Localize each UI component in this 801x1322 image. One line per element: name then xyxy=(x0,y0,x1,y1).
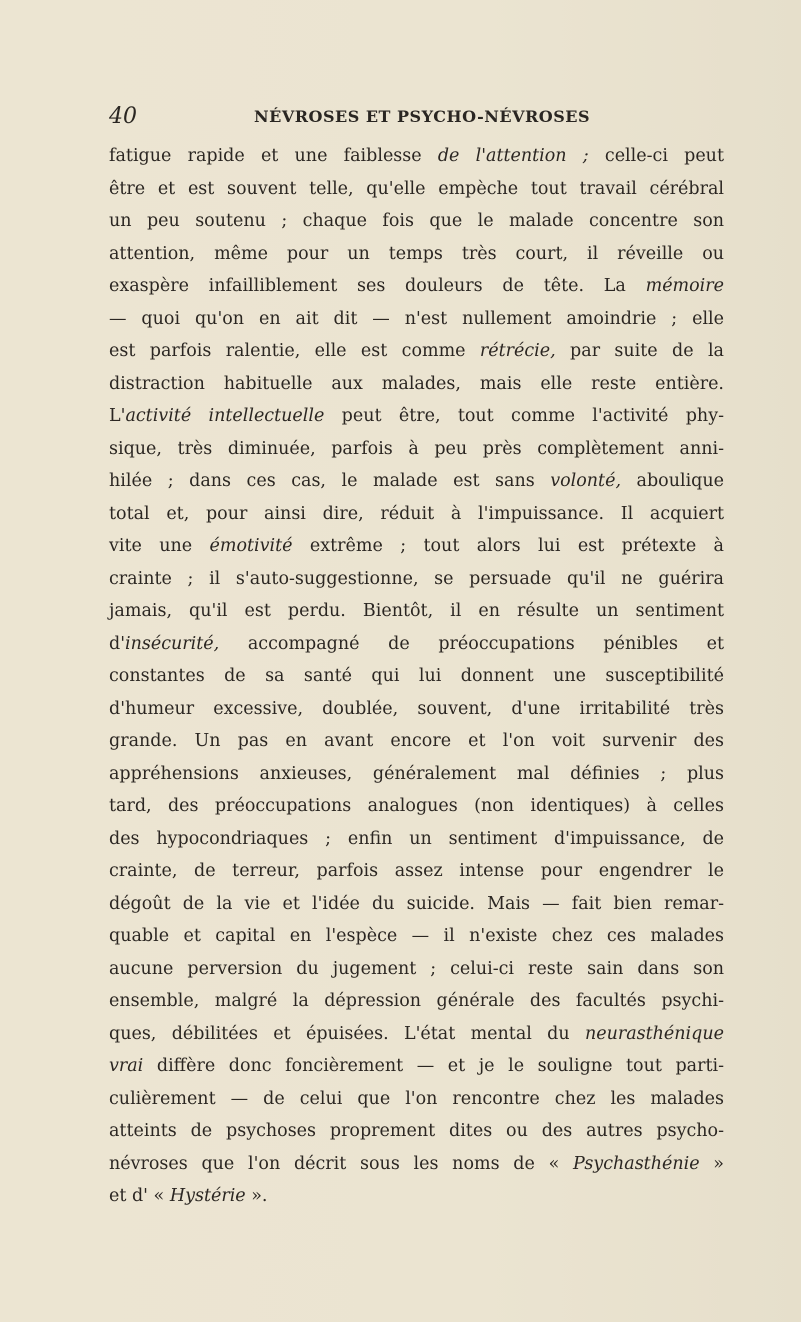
text-segment: aboulique xyxy=(621,471,725,491)
italic-text: mémoire xyxy=(645,276,724,296)
text-segment: ». xyxy=(245,1186,268,1206)
text-line xyxy=(109,758,724,791)
text-segment: quable et capital en l'espèce — il n'existe chez ces malades xyxy=(109,926,724,946)
text-line xyxy=(109,1018,724,1051)
italic-text: rétrécie, xyxy=(479,341,556,361)
text-segment: tard, des préoccupations analogues (non identiques) à celles xyxy=(109,796,724,816)
italic-text: neurasthénique xyxy=(584,1023,724,1044)
text-segment: des hypocondriaques ; enfin un sentiment d'impuissance, de xyxy=(109,828,724,849)
text-segment: par suite de la xyxy=(555,341,724,361)
text-line xyxy=(109,1115,724,1148)
text-segment: ques, débilitées et épuisées. L'état mental du xyxy=(109,1023,585,1044)
text-line xyxy=(109,205,724,238)
text-segment: culièrement — de celui que l'on rencontre chez les malades xyxy=(109,1088,724,1109)
text-segment: distraction habituelle aux malades, mais elle reste entière. xyxy=(109,373,724,394)
text-line xyxy=(109,368,724,401)
text-segment: celle-ci peut xyxy=(588,146,724,166)
text-line xyxy=(109,660,724,693)
text-segment: crainte ; il s'auto-suggestionne, se persuade qu'il ne guérira xyxy=(109,568,724,589)
text-segment: » xyxy=(699,1153,724,1174)
text-segment: attention, même pour un temps très court, il réveille ou xyxy=(109,243,724,264)
text-line xyxy=(109,530,724,563)
text-segment: crainte, de terreur, parfois assez intense pour engendrer le xyxy=(109,861,724,881)
text-line xyxy=(109,563,724,596)
text-segment: exaspère infailliblement ses douleurs de tête. La xyxy=(109,276,646,296)
text-segment: sique, très diminuée, parfois à peu près complètement anni- xyxy=(109,438,724,459)
italic-text: Hystérie xyxy=(169,1186,246,1206)
italic-text: de l'attention ; xyxy=(437,146,589,166)
text-line xyxy=(109,400,724,433)
italic-text: Psychasthénie xyxy=(573,1153,700,1174)
text-segment: constantes de sa santé qui lui donnent une susceptibilité xyxy=(109,666,724,686)
text-line xyxy=(109,790,724,823)
text-line xyxy=(109,335,724,368)
text-segment: être et est souvent telle, qu'elle empèche tout travail cérébral xyxy=(109,178,724,199)
text-segment: d'humeur excessive, doublée, souvent, d'une irritabilité très xyxy=(109,698,724,719)
text-segment: est parfois ralentie, elle est comme xyxy=(109,341,480,361)
text-segment: jamais, qu'il est perdu. Bientôt, il en résulte un sentiment xyxy=(109,601,724,621)
italic-text: émotivité xyxy=(209,536,293,556)
text-segment: fatigue rapide et une faiblesse xyxy=(109,146,438,166)
text-line xyxy=(109,985,724,1018)
text-line xyxy=(109,270,724,303)
text-segment: total et, pour ainsi dire, réduit à l'impuissance. Il acquiert xyxy=(109,503,724,524)
text-line xyxy=(109,953,724,986)
text-line xyxy=(109,433,724,466)
text-segment: atteints de psychoses proprement dites ou des autres psycho- xyxy=(109,1121,724,1141)
text-segment: ensemble, malgré la dépression générale des facultés psychi- xyxy=(109,991,724,1011)
text-line xyxy=(109,498,724,531)
text-line xyxy=(109,1180,724,1213)
running-title: NÉVROSES ET PSYCHO-NÉVROSES xyxy=(254,107,591,126)
text-line xyxy=(109,303,724,336)
text-line xyxy=(109,725,724,758)
text-line xyxy=(109,173,724,206)
text-segment: d' xyxy=(109,633,126,654)
italic-text: activité intellectuelle xyxy=(125,406,325,426)
text-line xyxy=(109,1050,724,1083)
text-line xyxy=(109,1148,724,1181)
text-line xyxy=(109,140,724,173)
page-number: 40 xyxy=(109,104,137,129)
text-line xyxy=(109,465,724,498)
text-segment: névroses que l'on décrit sous les noms de « xyxy=(109,1153,574,1174)
text-line xyxy=(109,823,724,856)
text-segment: vite une xyxy=(109,536,210,556)
text-segment: aucune perversion du jugement ; celui-ci reste sain dans son xyxy=(109,958,724,979)
text-segment: accompagné de préoccupations pénibles et xyxy=(219,633,724,654)
text-line xyxy=(109,595,724,628)
text-segment: extrême ; tout alors lui est prétexte à xyxy=(292,536,724,556)
text-segment: dégoût de la vie et l'idée du suicide. Mais — fait bien remar- xyxy=(109,893,724,914)
text-segment: — quoi qu'on en ait dit — n'est nullement amoindrie ; elle xyxy=(109,308,724,329)
text-line xyxy=(109,238,724,271)
text-segment: hilée ; dans ces cas, le malade est sans xyxy=(109,471,551,491)
text-line xyxy=(109,888,724,921)
text-segment: L' xyxy=(109,406,126,426)
text-segment: et d' « xyxy=(109,1186,170,1206)
text-line xyxy=(109,855,724,888)
italic-text: volonté, xyxy=(550,471,622,491)
text-line xyxy=(109,628,724,661)
text-segment: diffère donc foncièrement — et je le souligne tout parti- xyxy=(143,1056,724,1076)
text-segment: peut être, tout comme l'activité phy- xyxy=(324,406,724,426)
text-line xyxy=(109,693,724,726)
italic-text: insécurité, xyxy=(125,633,220,654)
body-paragraph xyxy=(109,140,724,1213)
text-segment: appréhensions anxieuses, généralement mal définies ; plus xyxy=(109,763,724,784)
italic-text: vrai xyxy=(109,1056,144,1076)
text-segment: un peu soutenu ; chaque fois que le malade concentre son xyxy=(109,211,724,231)
text-line xyxy=(109,920,724,953)
text-segment: grande. Un pas en avant encore et l'on voit survenir des xyxy=(109,731,724,751)
text-line xyxy=(109,1083,724,1116)
page-header xyxy=(109,104,709,134)
